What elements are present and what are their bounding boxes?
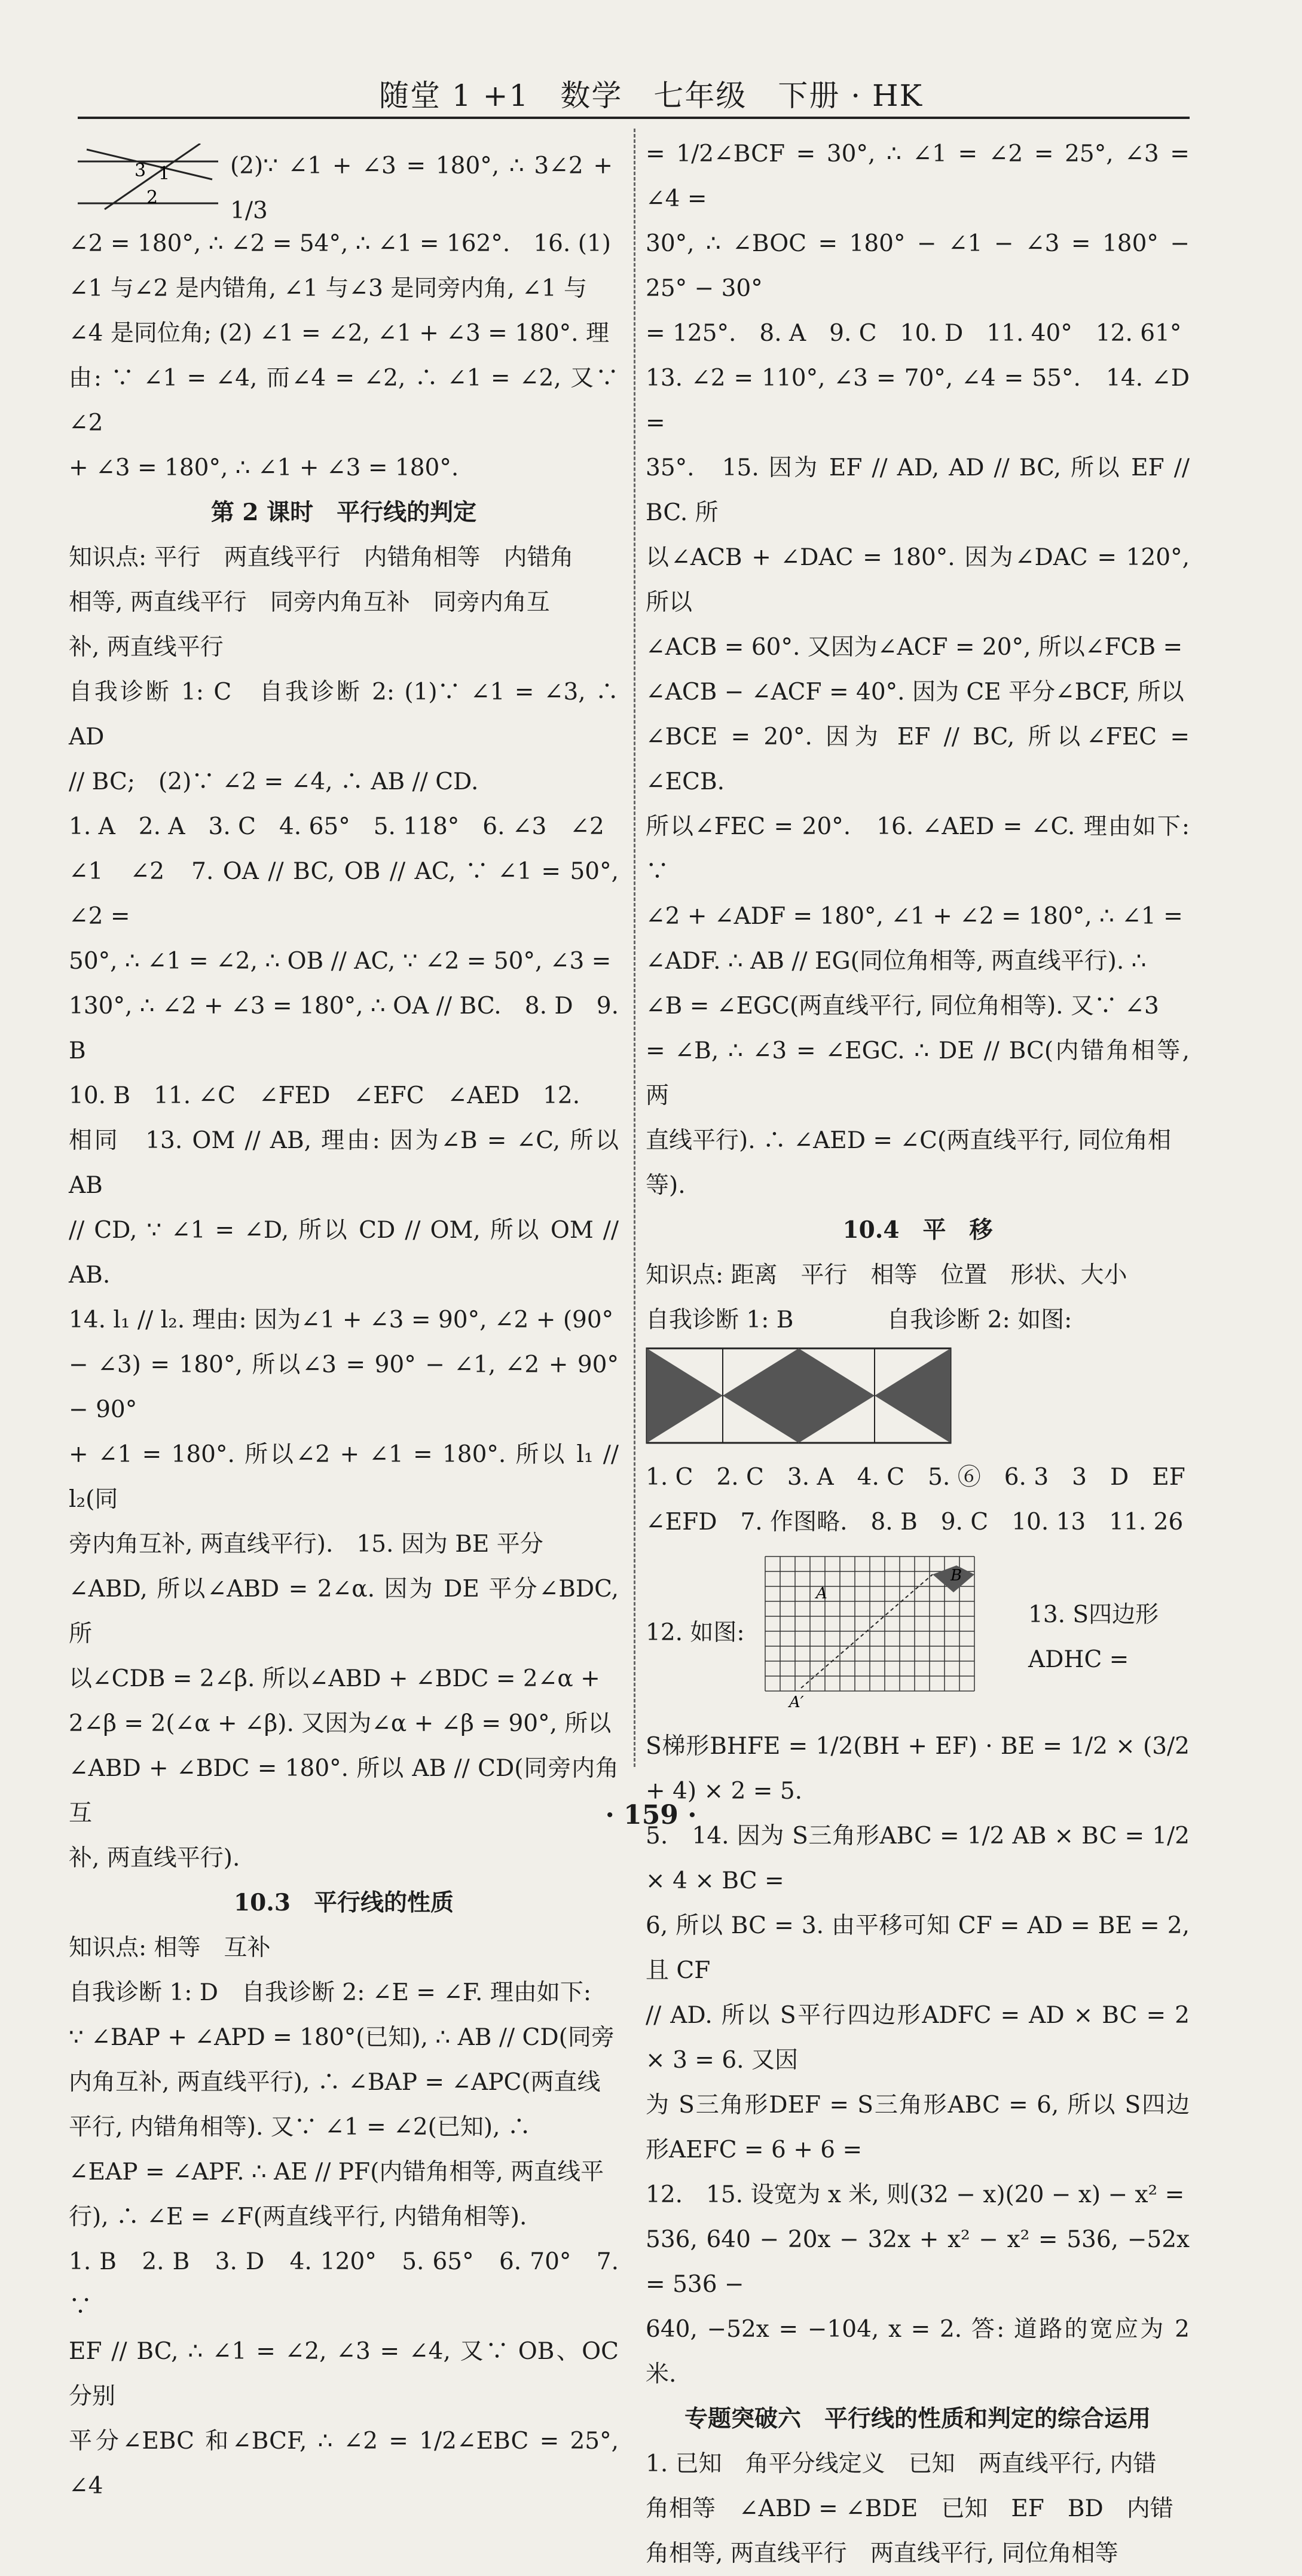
text-line: 30°, ∴ ∠BOC = 180° − ∠1 − ∠3 = 180° − 25° − 30° [646,230,1190,302]
text-line: 130°, ∴ ∠2 + ∠3 = 180°, ∴ OA // BC. 8. D 9. B [69,993,619,1064]
text-line: 2∠β = 2(∠α + ∠β). 又因为∠α + ∠β = 90°, 所以 [69,1710,612,1737]
text-line: (2)∵ ∠1 + ∠3 = 180°, ∴ 3∠2 + 1/3 [230,152,613,224]
text-line: ∠1 与∠2 是内错角, ∠1 与∠3 是同旁内角, ∠1 与 [69,275,588,302]
parallel-lines-figure [69,144,224,215]
text-line: // BC; (2)∵ ∠2 = ∠4, ∴ AB // CD. [69,768,479,795]
q15-block [69,132,619,224]
text-line: EF // BC, ∴ ∠1 = ∠2, ∠3 = ∠4, 又∵ OB、OC 分别 [69,2338,619,2410]
section-title: 10.4 平 移 [842,1216,993,1244]
page-header: 随堂 1 +1 数学 七年级 下册 · HK [379,78,923,113]
left-column [69,132,619,2508]
section-title: 第 2 课时 平行线的判定 [210,499,477,526]
text-line: 补, 两直线平行 [69,634,224,661]
text-line: 为 S三角形DEF = S三角形ABC = 6, 所以 S四边形AEFC = 6 + 6 = [646,2092,1190,2163]
translation-figure [646,1347,956,1449]
text-line: + ∠1 = 180°. 所以∠2 + ∠1 = 180°. 所以 l₁ // l₂(同 [69,1441,619,1513]
text-line: 角相等 ∠ABD = ∠BDE 已知 EF BD 内错 [646,2495,1173,2522]
text-line: ∠2 = 180°, ∴ ∠2 = 54°, ∴ ∠1 = 162°. 16. (1) [69,230,611,257]
text-line: 35°. 15. 因为 EF // AD, AD // BC, 所以 EF // BC. 所 [646,454,1190,526]
q12-label: 12. 如图: [646,1619,745,1646]
text-line: 平行, 内错角相等). 又∵ ∠1 = ∠2(已知), ∴ [69,2114,531,2141]
text-line: 相等, 两直线平行 同旁内角互补 同旁内角互 [69,589,550,616]
text-line: ∵ ∠BAP + ∠APD = 180°(已知), ∴ AB // CD(同旁 [69,2024,615,2051]
text-line: ∠ABD, 所以∠ABD = 2∠α. 因为 DE 平分∠BDC, 所 [69,1576,619,1647]
text-line: 知识点: 平行 两直线平行 内错角相等 内错角 [69,544,574,571]
text-line: 1. B 2. B 3. D 4. 120° 5. 65° 6. 70° 7. ∵ [69,2248,619,2320]
page-number: · 159 · [605,1800,697,1830]
text-line: 由: ∵ ∠1 = ∠4, 而∠4 = ∠2, ∴ ∠1 = ∠2, 又∵ ∠2 [69,365,619,437]
text-line: ∠B = ∠EGC(两直线平行, 同位角相等). 又∵ ∠3 [646,993,1159,1020]
text-line: ∠EFD 7. 作图略. 8. B 9. C 10. 13 11. 26 [646,1509,1184,1536]
section-title: 专题突破六 平行线的性质和判定的综合运用 [684,2405,1151,2432]
text-line: 自我诊断 1: B 自我诊断 2: 如图: [646,1307,1072,1333]
grid-figure [753,1551,1004,1712]
text-line: ∠1 ∠2 7. OA // BC, OB // AC, ∵ ∠1 = 50°, ∠2 = [69,858,619,930]
text-line: 自我诊断 1: C 自我诊断 2: (1)∵ ∠1 = ∠3, ∴ AD [69,679,619,750]
text-line: 所以∠FEC = 20°. 16. ∠AED = ∠C. 理由如下: ∵ [646,813,1190,885]
text-line: 内角互补, 两直线平行), ∴ ∠BAP = ∠APC(两直线 [69,2069,601,2096]
text-line: 12. 15. 设宽为 x 米, 则(32 − x)(20 − x) − x² = [646,2181,1185,2208]
text-line: + ∠3 = 180°, ∴ ∠1 + ∠3 = 180°. [69,454,459,481]
text-line: ∠ADF. ∴ AB // EG(同位角相等, 两直线平行). ∴ [646,948,1147,975]
text-line: 自我诊断 1: D 自我诊断 2: ∠E = ∠F. 理由如下: [69,1979,591,2006]
q12-q13-block [646,1545,1190,1724]
text-line: ∠ACB − ∠ACF = 40°. 因为 CE 平分∠BCF, 所以 [646,679,1184,706]
text-line: 补, 两直线平行). [69,1845,240,1872]
text-line: 等). [646,1172,686,1199]
column-divider [634,129,635,1767]
text-line: − ∠3) = 180°, 所以∠3 = 90° − ∠1, ∠2 + 90° − 90° [69,1351,619,1423]
fig-label-1: 1 [158,163,170,184]
text-line: 知识点: 相等 互补 [69,1934,271,1961]
text-line: 平分∠EBC 和∠BCF, ∴ ∠2 = 1/2∠EBC = 25°, ∠4 [69,2428,619,2499]
text-line: 1. 已知 角平分线定义 已知 两直线平行, 内错 [646,2450,1157,2477]
text-line: 直线平行). ∴ ∠AED = ∠C(两直线平行, 同位角相 [646,1127,1171,1154]
text-line: // CD, ∵ ∠1 = ∠D, 所以 CD // OM, 所以 OM // AB. [69,1217,619,1289]
text-line: ∠4 是同位角; (2) ∠1 = ∠2, ∠1 + ∠3 = 180°. 理 [69,320,609,347]
text-line: 以∠ACB + ∠DAC = 180°. 因为∠DAC = 120°, 所以 [646,544,1190,616]
text-line: 1. A 2. A 3. C 4. 65° 5. 118° 6. ∠3 ∠2 [69,813,604,840]
text-line: 5. 14. 因为 S三角形ABC = 1/2 AB × BC = 1/2 × 4 × BC = [646,1823,1190,1894]
right-column [646,132,1190,2576]
text-line: 行), ∴ ∠E = ∠F(两直线平行, 内错角相等). [69,2203,527,2230]
text-line: ∠ACB = 60°. 又因为∠ACF = 20°, 所以∠FCB = [646,634,1183,661]
text-line: 14. l₁ // l₂. 理由: 因为∠1 + ∠3 = 90°, ∠2 + (90° [69,1307,614,1333]
grid-label-a: A [816,1585,827,1603]
text-line: ∠2 + ∠ADF = 180°, ∠1 + ∠2 = 180°, ∴ ∠1 = [646,903,1183,930]
text-line: 旁内角互补, 两直线平行). 15. 因为 BE 平分 [69,1531,543,1558]
text-line: S梯形BHFE = 1/2(BH + EF) · BE = 1/2 × (3/2 + 4) × 2 = 5. [646,1733,1190,1805]
text-line: 1. C 2. C 3. A 4. C 5. ⑥ 6. 3 3 D EF [646,1464,1185,1491]
text-line: 知识点: 距离 平行 相等 位置 形状、大小 [646,1262,1127,1289]
text-line: // AD. 所以 S平行四边形ADFC = AD × BC = 2 × 3 = 6. 又因 [646,2002,1190,2074]
text-line: = ∠B, ∴ ∠3 = ∠EGC. ∴ DE // BC(内错角相等, 两 [646,1037,1190,1109]
text-line: ∠EAP = ∠APF. ∴ AE // PF(内错角相等, 两直线平 [69,2159,604,2186]
q13-label: 13. S四边形ADHC = [1028,1601,1159,1673]
text-line: 6, 所以 BC = 3. 由平移可知 CF = AD = BE = 2, 且 CF [646,1912,1190,1984]
section-title: 10.3 平行线的性质 [234,1889,454,1916]
text-line: ∠BCE = 20°. 因为 EF // BC, 所以∠FEC = ∠ECB. [646,724,1190,795]
text-line: ∠ABD + ∠BDC = 180°. 所以 AB // CD(同旁内角互 [69,1755,619,1827]
text-line: 640, −52x = −104, x = 2. 答: 道路的宽应为 2 米. [646,2316,1190,2388]
grid-label-a-prime: A′ [789,1693,804,1711]
text-line: = 125°. 8. A 9. C 10. D 11. 40° 12. 61° [646,320,1182,347]
text-line: 50°, ∴ ∠1 = ∠2, ∴ OB // AC, ∵ ∠2 = 50°, ∠3 = [69,948,612,975]
text-line: 以∠CDB = 2∠β. 所以∠ABD + ∠BDC = 2∠α + [69,1665,600,1692]
text-line: = 1/2∠BCF = 30°, ∴ ∠1 = ∠2 = 25°, ∠3 = ∠4 = [646,141,1190,212]
text-line: 13. ∠2 = 110°, ∠3 = 70°, ∠4 = 55°. 14. ∠D = [646,365,1190,437]
text-line: 相同 13. OM // AB, 理由: 因为∠B = ∠C, 所以 AB [69,1127,619,1199]
text-line: 536, 640 − 20x − 32x + x² − x² = 536, −52x = 536 − [646,2226,1190,2298]
fig-label-2: 2 [146,187,158,208]
fig-label-3: 3 [135,160,146,181]
text-line: 10. B 11. ∠C ∠FED ∠EFC ∠AED 12. [69,1082,580,1109]
header-rule [78,117,1190,119]
grid-label-b: B [950,1567,962,1585]
text-line: 角相等, 两直线平行 两直线平行, 同位角相等 [646,2540,1118,2567]
